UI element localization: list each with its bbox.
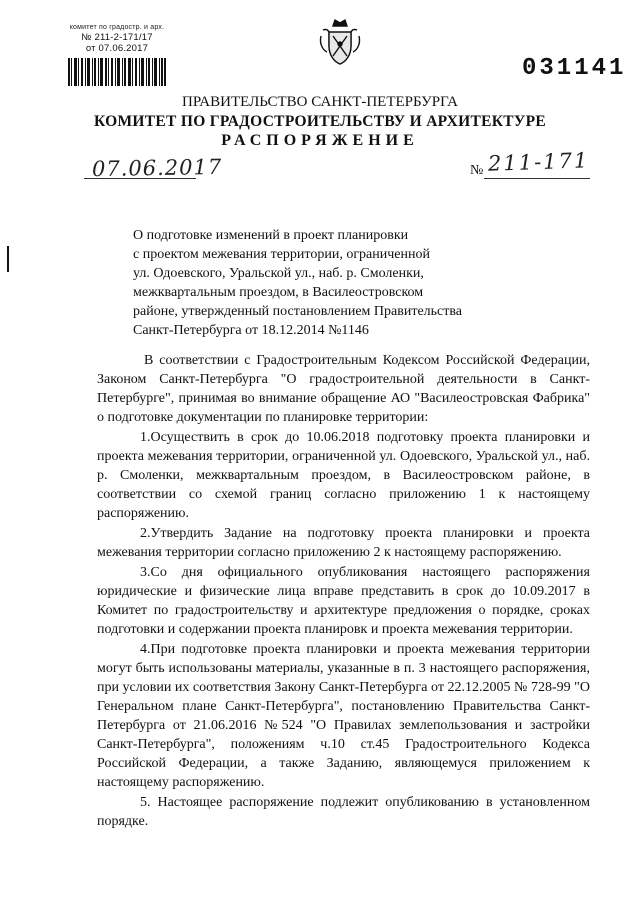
barcode-icon	[68, 58, 166, 86]
registration-stamp	[62, 24, 172, 91]
stamp-reg-date: от 07.06.2017	[85, 43, 149, 54]
number-underline	[484, 178, 590, 179]
date-underline	[84, 178, 196, 179]
handwritten-date: 07.06.2017	[91, 154, 223, 182]
clause-2: 2.Утвердить Задание на подготовку проекта планировки и проекта межевания территории согласно приложению 2 к настоящему распоряжению.	[97, 526, 590, 560]
subject-line: межквартальным проездом, в Василеостровском	[133, 285, 424, 300]
clause-1: 1.Осуществить в срок до 10.06.2018 подготовку проекта планировки и проекта межевания территории, ограниченной ул. Одоевского, Уральской ул., наб. р. Смоленки, межквартальным проездом, в Василеостровском районе, в соответствии со схемой границ согласно приложению 1 к настоящему распоряжению.	[97, 430, 590, 521]
document-type-title: РАСПОРЯЖЕНИЕ	[221, 132, 419, 149]
document-body	[97, 351, 590, 832]
handwritten-number: 211-171	[487, 148, 590, 176]
government-title: ПРАВИТЕЛЬСТВО САНКТ-ПЕТЕРБУРГА	[182, 94, 458, 110]
subject-line: ул. Одоевского, Уральской ул., наб. р. Смоленки,	[133, 266, 424, 281]
subject-line: О подготовке изменений в проект планировки	[133, 228, 409, 243]
document-serial-number: 031141	[522, 55, 627, 82]
clause-5: 5. Настоящее распоряжение подлежит опубликованию в установленном порядке.	[97, 795, 590, 829]
subject-line: Санкт-Петербурга от 18.12.2014 №1146	[133, 323, 369, 338]
coat-of-arms-icon	[317, 16, 363, 68]
subject-line: районе, утвержденный постановлением Правительства	[133, 304, 462, 319]
stamp-header: комитет по градостр. и арх.	[69, 24, 165, 31]
committee-title: КОМИТЕТ ПО ГРАДОСТРОИТЕЛЬСТВУ И АРХИТЕКТУРЕ	[93, 113, 547, 130]
document-subject	[133, 226, 513, 340]
clause-3: 3.Со дня официального опубликования настоящего распоряжения юридические и физические лица вправе представить в срок до 10.09.2017 в Комитет по градостроительству и архитектуре предложения о порядке, сроках подготовки и содержании проекта планировк и проекта межевания территории.	[97, 565, 590, 637]
stamp-reg-number: № 211-2-171/17	[81, 32, 153, 43]
margin-mark	[7, 246, 9, 272]
subject-line: с проектом межевания территории, ограниченной	[133, 247, 430, 262]
clause-4: 4.При подготовке проекта планировки и проекта межевания территории могут быть использованы материалы, указанные в п. 3 настоящего распоряжения, при условии их соответствия Закону Санкт-Петербурга от 22.12.2005 № 728-99 "О Генеральном плане Санкт-Петербурга", постановлению Правительства Санкт-Петербурга от 21.06.2016 №524 "О Правилах землепользования и застройки Санкт-Петербурга", положениям ч.10 ст.45 Градостроительного Кодекса Российской Федерации, а также Заданию, являющемуся приложением к настоящему распоряжению.	[97, 642, 590, 790]
number-label: №	[470, 163, 484, 178]
preamble-paragraph: В соответствии с Градостроительным Кодексом Российской Федерации, Законом Санкт-Петербурга "О градостроительной деятельности в Санкт-Петербурге", принимая во внимание обращение АО "Василеостровская Фабрика" о подготовке документации по планировке территории:	[97, 353, 590, 425]
